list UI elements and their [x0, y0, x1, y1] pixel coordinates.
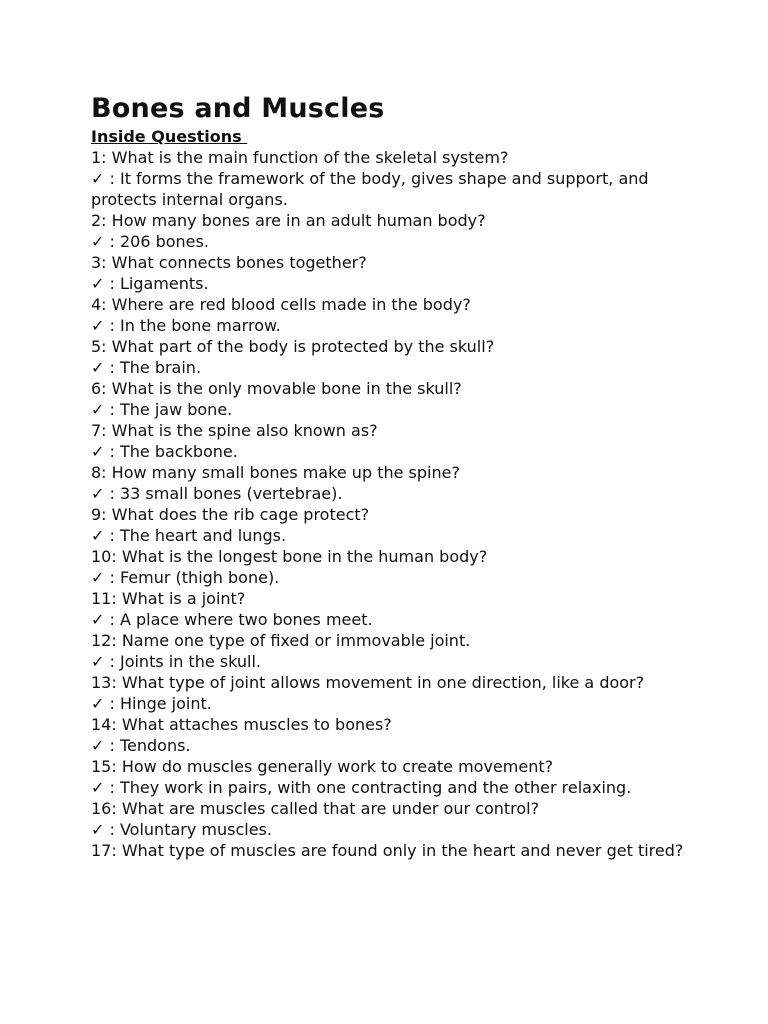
question-17: 17: What type of muscles are found only in the heart and never get tired?: [91, 841, 684, 860]
question-9: 9: What does the rib cage protect?: [91, 505, 370, 524]
answer-13: ✓ : Hinge joint.: [91, 694, 212, 713]
answer-12: ✓ : Joints in the skull.: [91, 652, 261, 671]
answer-8: ✓ : 33 small bones (vertebrae).: [91, 484, 343, 503]
answer-7: ✓ : The backbone.: [91, 442, 238, 461]
answer-2: ✓ : 206 bones.: [91, 232, 209, 251]
question-8: 8: How many small bones make up the spine?: [91, 463, 460, 482]
question-1: 1: What is the main function of the skeletal system?: [91, 148, 509, 167]
answer-14: ✓ : Tendons.: [91, 736, 191, 755]
question-15: 15: How do muscles generally work to create movement?: [91, 757, 554, 776]
answer-1: ✓ : It forms the framework of the body, gives shape and support, and protects internal organs.: [91, 169, 649, 209]
answer-10: ✓ : Femur (thigh bone).: [91, 568, 280, 587]
question-3: 3: What connects bones together?: [91, 253, 367, 272]
answer-11: ✓ : A place where two bones meet.: [91, 610, 373, 629]
answer-16: ✓ : Voluntary muscles.: [91, 820, 272, 839]
answer-6: ✓ : The jaw bone.: [91, 400, 233, 419]
question-10: 10: What is the longest bone in the human body?: [91, 547, 488, 566]
qa-list: [91, 147, 691, 861]
question-12: 12: Name one type of fixed or immovable joint.: [91, 631, 471, 650]
answer-4: ✓ : In the bone marrow.: [91, 316, 281, 335]
question-7: 7: What is the spine also known as?: [91, 421, 378, 440]
question-14: 14: What attaches muscles to bones?: [91, 715, 392, 734]
page-title: Bones and Muscles: [91, 93, 385, 124]
section-heading: Inside Questions: [91, 127, 248, 146]
question-16: 16: What are muscles called that are under our control?: [91, 799, 540, 818]
question-6: 6: What is the only movable bone in the skull?: [91, 379, 462, 398]
answer-15: ✓ : They work in pairs, with one contracting and the other relaxing.: [91, 778, 632, 797]
document-page: [91, 92, 691, 861]
question-11: 11: What is a joint?: [91, 589, 246, 608]
question-4: 4: Where are red blood cells made in the body?: [91, 295, 471, 314]
answer-9: ✓ : The heart and lungs.: [91, 526, 287, 545]
answer-5: ✓ : The brain.: [91, 358, 202, 377]
question-13: 13: What type of joint allows movement in one direction, like a door?: [91, 673, 645, 692]
answer-3: ✓ : Ligaments.: [91, 274, 209, 293]
question-5: 5: What part of the body is protected by the skull?: [91, 337, 495, 356]
question-2: 2: How many bones are in an adult human body?: [91, 211, 486, 230]
